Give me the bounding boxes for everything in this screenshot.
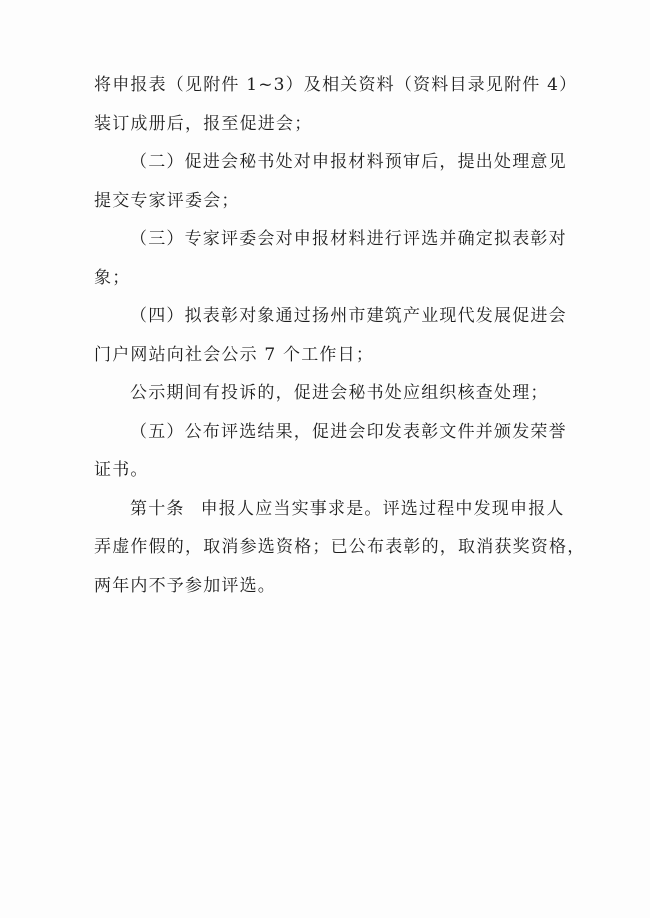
article-number: 第十条 xyxy=(130,498,185,519)
paragraph-item-3 xyxy=(94,220,574,297)
text-line: 两年内不予参加评选。 xyxy=(94,575,276,596)
paragraph-article-10 xyxy=(94,490,586,606)
text-line: （三）专家评委会对申报材料进行评选并确定拟表彰对 xyxy=(130,229,567,249)
text-line: 将申报表（见附件 1~3）及相关资料（资料目录见附件 4） xyxy=(94,75,578,95)
paragraph-item-5 xyxy=(94,413,574,490)
paragraph-item-2 xyxy=(94,143,574,220)
text-line: 公示期间有投诉的，促进会秘书处应组织核查处理； xyxy=(130,383,549,403)
text-line: （五）公布评选结果，促进会印发表彰文件并颁发荣誉 xyxy=(130,421,567,442)
text-line: 证书。 xyxy=(94,460,149,480)
text-line: 弄虚作假的，取消参选资格；已公布表彰的，取消获奖资格， xyxy=(94,537,586,557)
text-line: （四）拟表彰对象通过扬州市建筑产业现代发展促进会 xyxy=(130,306,567,326)
document-body xyxy=(94,66,586,605)
article-text: 申报人应当实事求是。评选过程中发现申报人 xyxy=(200,498,565,519)
text-line: 装订成册后，报至促进会； xyxy=(94,113,313,134)
paragraph-submission xyxy=(94,66,578,143)
paragraph-item-4 xyxy=(94,297,574,374)
text-line: 象； xyxy=(94,267,131,288)
text-line: 提交专家评委会； xyxy=(94,190,240,211)
paragraph-complaints xyxy=(94,374,574,413)
text-line xyxy=(94,490,574,529)
text-line: （二）促进会秘书处对申报材料预审后，提出处理意见 xyxy=(130,152,567,172)
text-line: 门户网站向社会公示 7 个工作日； xyxy=(94,344,375,365)
